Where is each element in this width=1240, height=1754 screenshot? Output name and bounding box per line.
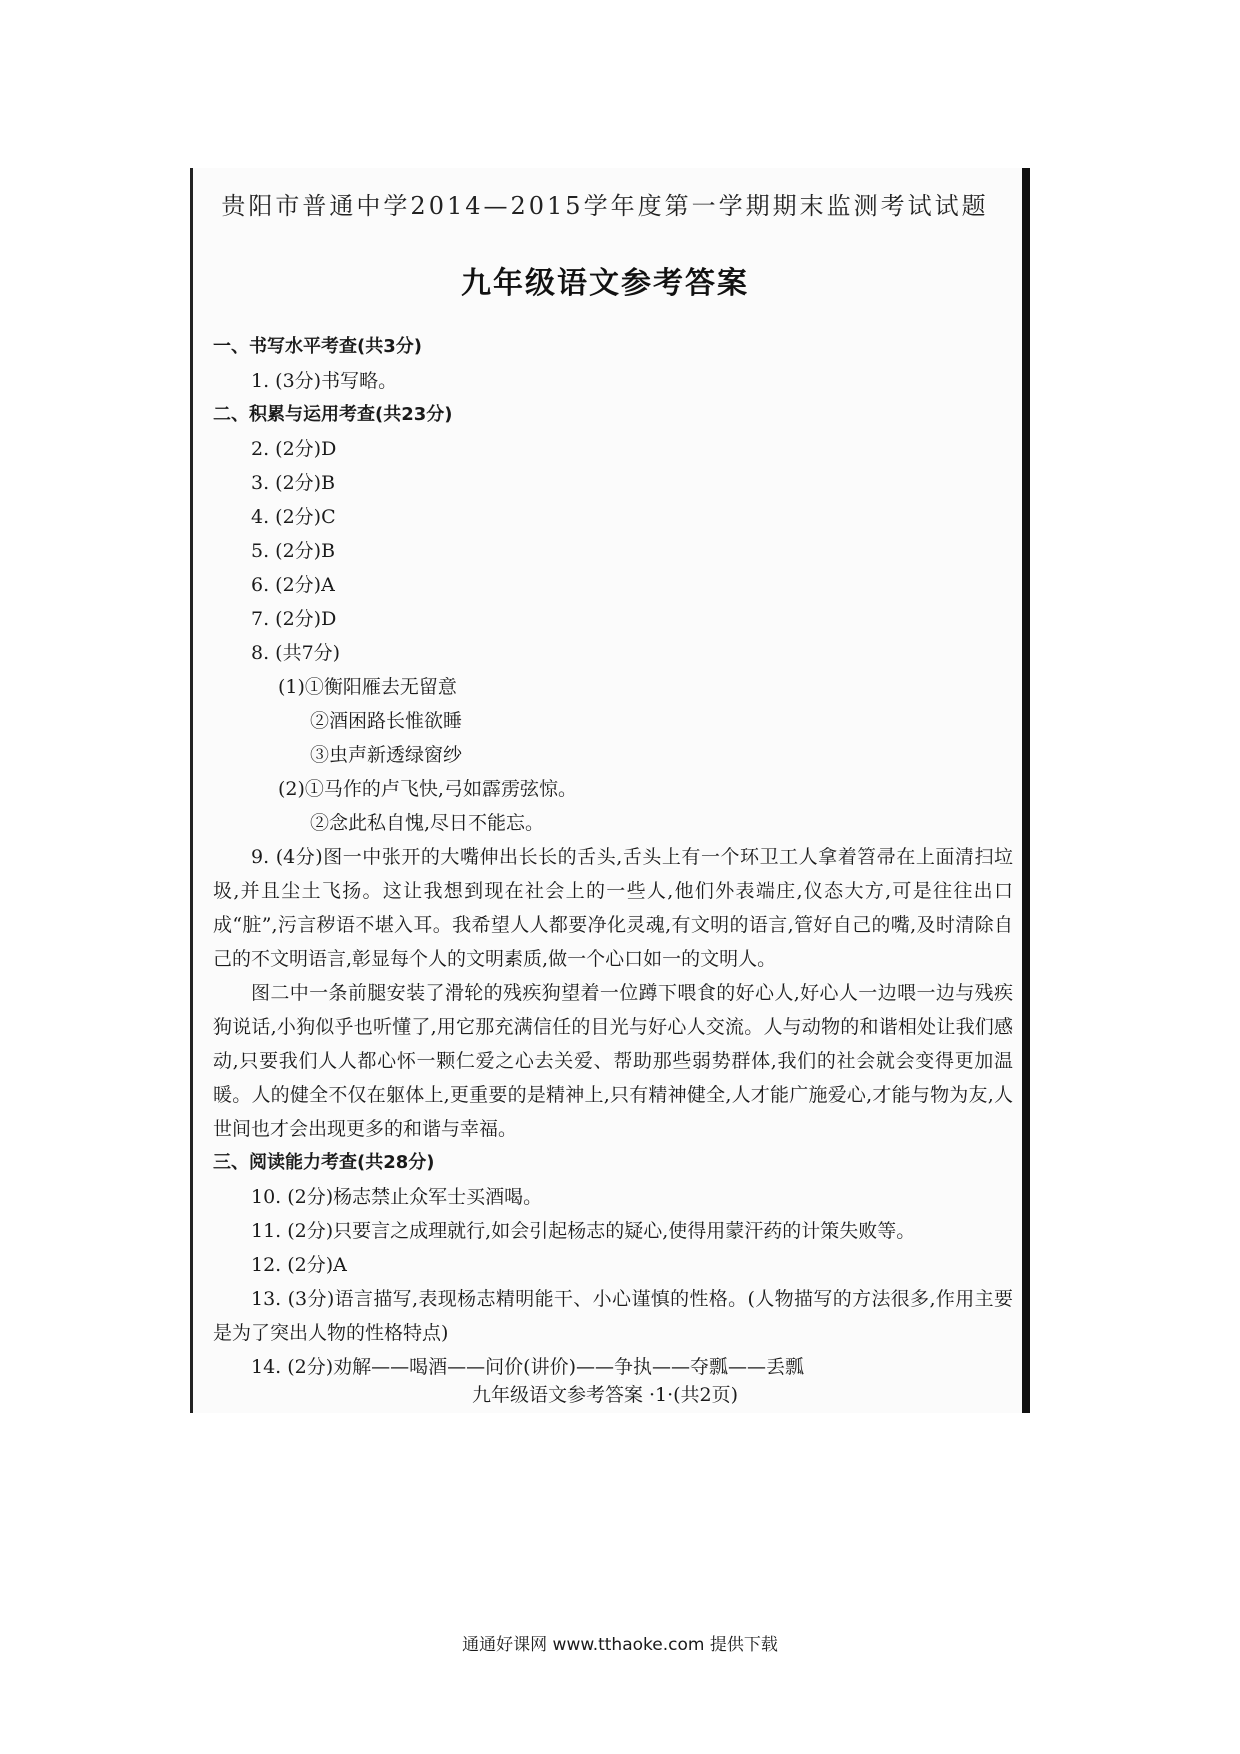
- answer-item: 8. (共7分): [251, 642, 341, 664]
- answer-paragraph: 13. (3分)语言描写,表现杨志精明能干、小心谨慎的性格。(人物描写的方法很多,作用主要是为了突出人物的性格特点): [213, 1288, 1013, 1344]
- exam-header: 贵阳市普通中学2014—2015学年度第一学期期末监测考试试题: [221, 192, 989, 220]
- right-border-rule: [1022, 168, 1030, 1413]
- document-title: 九年级语文参考答案: [461, 266, 749, 301]
- answer-subitem: ②念此私自愧,尽日不能忘。: [310, 812, 545, 834]
- left-border-rule: [190, 168, 193, 1413]
- answer-paragraph: 9. (4分)图一中张开的大嘴伸出长长的舌头,舌头上有一个环卫工人拿着笤帚在上面清扫垃圾,并且尘土飞扬。这让我想到现在社会上的一些人,他们外表端庄,仪态大方,可是往往出口成“脏”,污言秽语不堪入耳。我希望人人都要净化灵魂,有文明的语言,管好自己的嘴,及时清除自己的不文明语言,彰显每个人的文明素质,做一个心口如一的文明人。: [213, 846, 1013, 970]
- section-heading: 三、阅读能力考查(共28分): [213, 1152, 435, 1173]
- answer-item: 14. (2分)劝解——喝酒——问价(讲价)——争执——夺瓢——丢瓢: [251, 1356, 804, 1378]
- section-heading: 一、书写水平考查(共3分): [213, 336, 422, 357]
- answer-subitem: (2)①马作的卢飞快,弓如霹雳弦惊。: [278, 778, 577, 800]
- answer-item: 12. (2分)A: [251, 1254, 347, 1276]
- answer-item: 3. (2分)B: [251, 472, 336, 494]
- section-heading: 二、积累与运用考查(共23分): [213, 404, 453, 425]
- answer-item: 5. (2分)B: [251, 540, 336, 562]
- answer-item: 11. (2分)只要言之成理就行,如会引起杨志的疑心,使得用蒙汗药的计策失败等。: [251, 1220, 916, 1242]
- answer-subitem: ②酒困路长惟欲睡: [310, 710, 463, 732]
- answer-subitem: (1)①衡阳雁去无留意: [278, 676, 457, 698]
- answer-item: 10. (2分)杨志禁止众军士买酒喝。: [251, 1186, 543, 1208]
- answer-body: [213, 330, 1013, 1384]
- page-footer: 九年级语文参考答案 ·1·(共2页): [471, 1384, 739, 1406]
- answer-item: 2. (2分)D: [251, 438, 337, 460]
- answer-item: 4. (2分)C: [251, 506, 336, 528]
- answer-item: 1. (3分)书写略。: [251, 370, 398, 392]
- answer-paragraph: 图二中一条前腿安装了滑轮的残疾狗望着一位蹲下喂食的好心人,好心人一边喂一边与残疾狗说话,小狗似乎也听懂了,用它那充满信任的目光与好心人交流。人与动物的和谐相处让我们感动,只要我们人人都心怀一颗仁爱之心去关爱、帮助那些弱势群体,我们的社会就会变得更加温暖。人的健全不仅在躯体上,更重要的是精神上,只有精神健全,人才能广施爱心,才能与物为友,人世间也才会出现更多的和谐与幸福。: [213, 982, 1013, 1140]
- answer-item: 6. (2分)A: [251, 574, 335, 596]
- answer-subitem: ③虫声新透绿窗纱: [310, 744, 463, 766]
- download-credit: 通通好课网 www.tthaoke.com 提供下载: [462, 1635, 778, 1655]
- answer-item: 7. (2分)D: [251, 608, 337, 630]
